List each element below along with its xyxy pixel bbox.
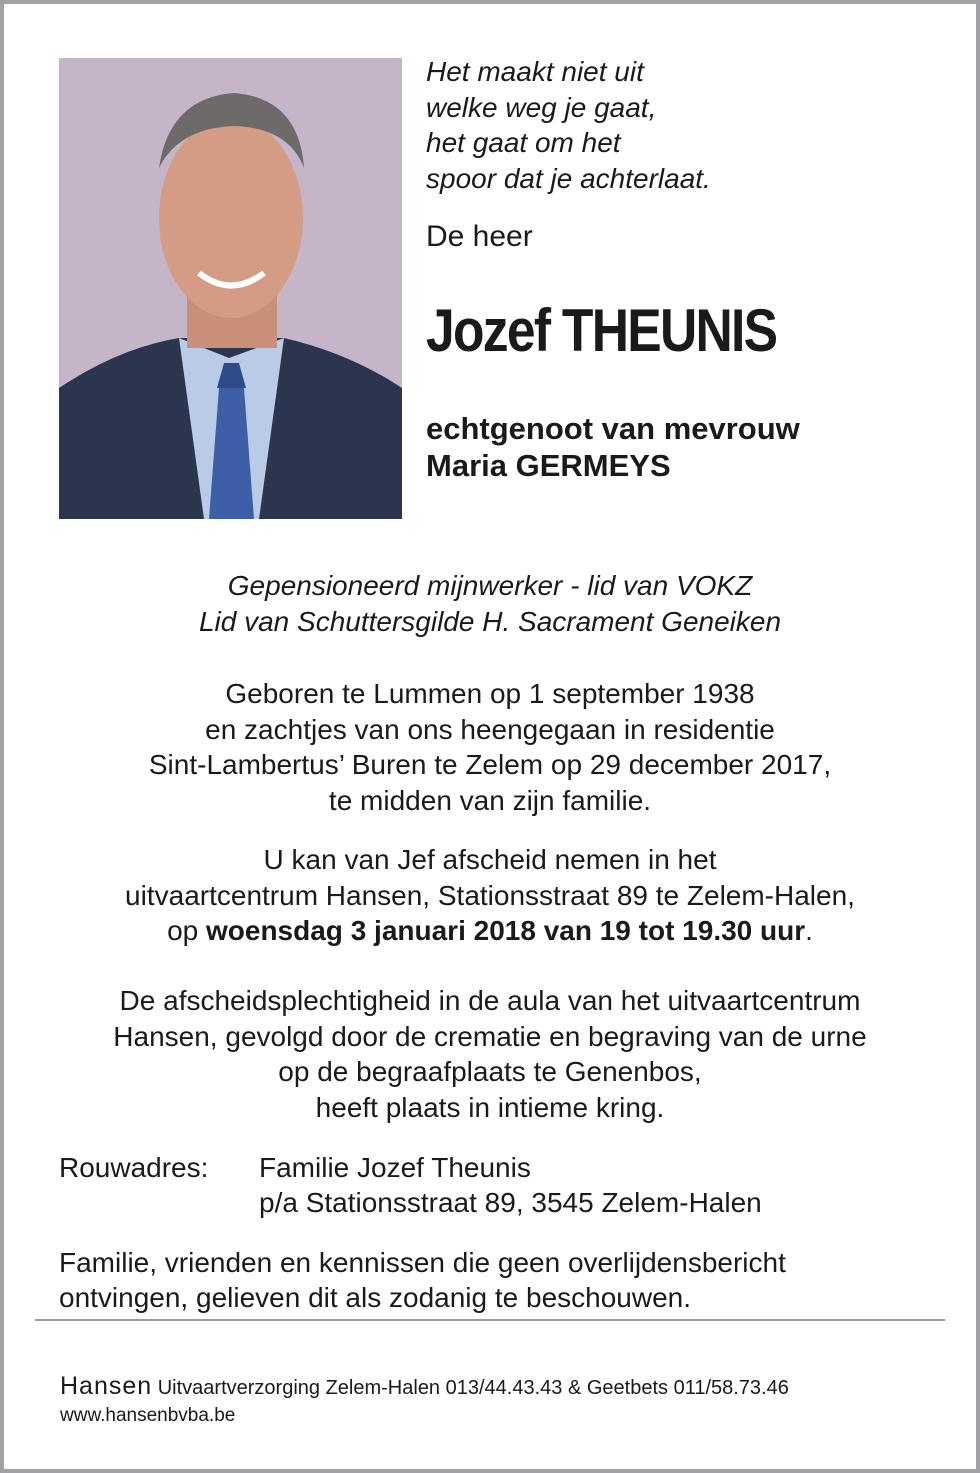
visitation xyxy=(0,842,980,949)
text: op xyxy=(167,915,206,946)
roles xyxy=(0,568,980,639)
footer-contact xyxy=(60,1372,789,1401)
contact-info: Uitvaartverzorging Zelem-Halen 013/44.43.43 & Geetbets 011/58.73.46 xyxy=(157,1377,789,1399)
text-line: uitvaartcentrum Hansen, Stationsstraat 89 te Zelem-Halen, xyxy=(125,879,855,911)
text-line: Familie, vrienden en kennissen die geen overlijdensbericht xyxy=(59,1247,786,1278)
text-line: heeft plaats in intieme kring. xyxy=(315,1091,665,1123)
visitation-date: woensdag 3 januari 2018 van 19 tot 19.30 uur xyxy=(206,915,806,946)
poem xyxy=(426,54,711,196)
text-line: De afscheidsplechtigheid in de aula van het uitvaartcentrum xyxy=(119,985,861,1016)
poem-line: welke weg je gaat, xyxy=(426,91,657,123)
portrait-photo xyxy=(59,58,402,519)
closing xyxy=(59,1245,786,1315)
rouwadres-label: Rouwadres: xyxy=(59,1152,209,1183)
poem-line: Het maakt niet uit xyxy=(426,56,644,87)
visitation-date-line xyxy=(0,913,980,949)
text-line: U kan van Jef afscheid nemen in het xyxy=(263,844,717,875)
text-line: Sint-Lambertus’ Buren te Zelem op 29 december 2017, xyxy=(148,749,832,780)
spouse-name: Maria GERMEYS xyxy=(426,448,671,483)
divider xyxy=(35,1319,945,1321)
ceremony xyxy=(0,983,980,1125)
text-line: te midden van zijn familie. xyxy=(328,784,652,816)
role-line: Gepensioneerd mijnwerker - lid van VOKZ xyxy=(227,570,753,601)
spouse xyxy=(426,410,800,484)
brand-logo: Hansen xyxy=(60,1372,153,1400)
title-prefix: De heer xyxy=(426,220,533,253)
text: . xyxy=(805,915,813,946)
address-line: p/a Stationsstraat 89, 3545 Zelem-Halen xyxy=(259,1187,762,1218)
text-line: en zachtjes van ons heengegaan in residentie xyxy=(205,713,775,745)
role-line: Lid van Schuttersgilde H. Sacrament Geneiken xyxy=(198,605,782,637)
poem-line: het gaat om het xyxy=(426,127,621,158)
website-link[interactable]: www.hansenbvba.be xyxy=(60,1405,236,1426)
rouwadres-value xyxy=(259,1150,762,1220)
text-line: Geboren te Lummen op 1 september 1938 xyxy=(225,678,755,709)
text-line: op de begraafplaats te Genenbos, xyxy=(278,1056,702,1087)
spouse-line: echtgenoot van mevrouw xyxy=(426,411,800,446)
deceased-name: Jozef THEUNIS xyxy=(426,297,777,364)
text-line: Hansen, gevolgd door de crematie en begraving van de urne xyxy=(113,1020,867,1052)
address-line: Familie Jozef Theunis xyxy=(259,1152,531,1183)
poem-line: spoor dat je achterlaat. xyxy=(426,162,711,194)
birth-death xyxy=(0,676,980,818)
text-line: ontvingen, gelieven dit als zodanig te beschouwen. xyxy=(59,1282,691,1313)
